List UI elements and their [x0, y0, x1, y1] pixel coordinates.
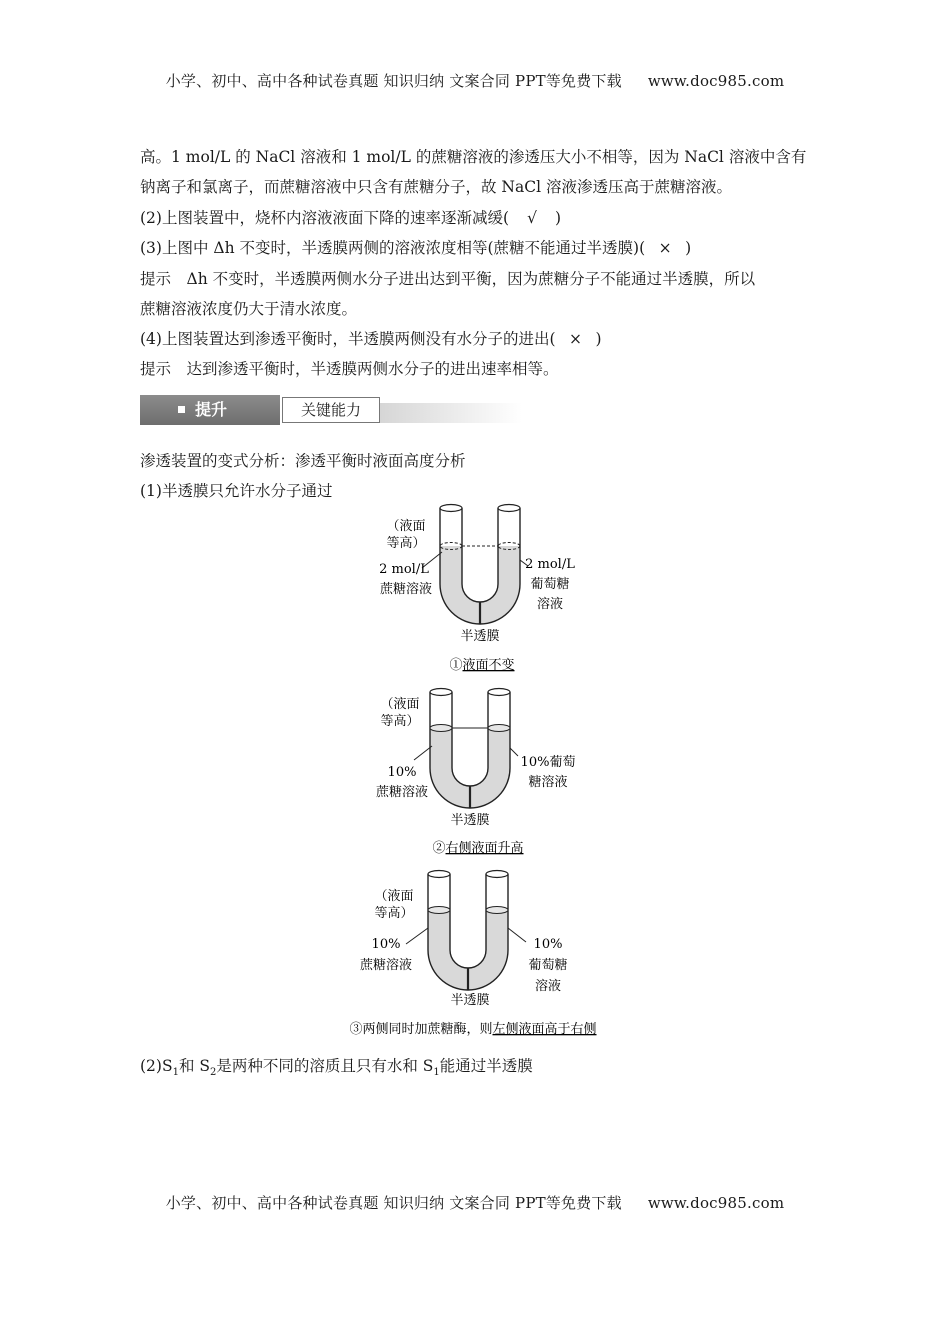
fig1-right-b: 葡萄糖 [530, 577, 570, 592]
u-tube-figure-3 [320, 866, 630, 1042]
p2-d: 能通过半透膜 [439, 1057, 533, 1075]
fig3-membrane-label: 半透膜 [450, 993, 490, 1008]
question-3-text: (3)上图中 Δh 不变时，半透膜两侧的溶液浓度相等(蔗糖不能通过半透膜)( [140, 239, 646, 257]
fig2-left-b: 蔗糖溶液 [375, 785, 429, 800]
u-tube-figure-1 [370, 500, 590, 680]
question-4-close: ) [595, 330, 602, 348]
footer-url[interactable]: www.doc985.com [647, 1194, 785, 1212]
fig3-right-a: 10% [533, 937, 563, 952]
tip-3-line-1: 提示 Δh 不变时，半透膜两侧水分子进出达到平衡，因为蔗糖分子不能通过半透膜，所以 [140, 270, 756, 288]
question-2-text: (2)上图装置中，烧杯内溶液液面下降的速率逐渐减缓( [140, 209, 510, 227]
square-bullet-icon [178, 406, 185, 413]
fig2-membrane-label: 半透膜 [450, 813, 490, 828]
u-tube-2 [414, 689, 518, 809]
p2-sub-1: 1 [172, 1067, 179, 1079]
fig1-caption [449, 657, 514, 673]
question-2-close: ) [555, 209, 562, 227]
page-header [0, 70, 950, 91]
fig1-caption-text: 液面不变 [462, 658, 515, 673]
section-point-1: (1)半透膜只允许水分子通过 [140, 482, 333, 500]
section-banner [140, 395, 522, 425]
p2-c: 是两种不同的溶质且只有水和 S [216, 1057, 434, 1075]
header-url[interactable]: www.doc985.com [647, 72, 785, 90]
section-point-2 [140, 1054, 533, 1078]
tip-3-line-2: 蔗糖溶液浓度仍大于清水浓度。 [140, 300, 358, 318]
question-3-close: ) [685, 239, 692, 257]
page-footer [0, 1192, 950, 1213]
question-3 [140, 236, 691, 258]
p2-sub-2: 2 [210, 1067, 217, 1079]
p2-b: 和 S [178, 1057, 210, 1075]
fig3-left-top1: （液面 [374, 889, 414, 904]
footer-text: 小学、初中、高中各种试卷真题 知识归纳 文案合同 PPT等免费下载 [165, 1194, 622, 1212]
fig1-caption-num: ① [449, 658, 463, 673]
section-intro: 渗透装置的变式分析：渗透平衡时液面高度分析 [140, 452, 466, 470]
banner-label: 提升 [195, 400, 228, 419]
body-line-1: 高。1 mol/L 的 NaCl 溶液和 1 mol/L 的蔗糖溶液的渗透压大小不相等，因为 NaCl 溶液中含有 [140, 148, 807, 166]
banner-label-box [140, 395, 280, 425]
question-4-text: (4)上图装置达到渗透平衡时，半透膜两侧没有水分子的进出( [140, 330, 556, 348]
fig3-caption-pre: 两侧同时加蔗糖酶，则 [362, 1022, 493, 1037]
banner-fade [380, 403, 522, 423]
fig3-left-b: 蔗糖溶液 [359, 958, 413, 973]
u-tube-1 [422, 505, 528, 625]
fig1-membrane-label: 半透膜 [460, 629, 500, 644]
fig1-left-a: 2 mol/L [379, 562, 429, 577]
u-tube-3 [406, 871, 526, 991]
fig2-caption-text: 右侧液面升高 [445, 841, 524, 856]
fig3-right-b: 葡萄糖 [528, 958, 568, 973]
fig3-left-top2: 等高） [374, 906, 414, 921]
question-3-mark: × [658, 239, 672, 257]
fig1-left-top2: 等高） [386, 536, 426, 551]
fig2-left-top1: （液面 [380, 697, 420, 712]
question-2 [140, 206, 561, 228]
fig2-right-b: 糖溶液 [528, 775, 568, 790]
tip-4: 提示 达到渗透平衡时，半透膜两侧水分子的进出速率相等。 [140, 360, 559, 378]
p2-sub-3: 1 [433, 1067, 440, 1079]
fig1-right-a: 2 mol/L [525, 557, 575, 572]
fig2-caption-num: ② [432, 841, 446, 856]
header-text: 小学、初中、高中各种试卷真题 知识归纳 文案合同 PPT等免费下载 [165, 72, 622, 90]
u-tube-figure-2 [366, 684, 596, 860]
fig2-caption [432, 840, 523, 856]
fig1-left-b: 蔗糖溶液 [379, 582, 433, 597]
fig1-left-top1: （液面 [386, 519, 426, 534]
fig3-left-a: 10% [371, 937, 401, 952]
question-2-mark: √ [527, 209, 537, 227]
fig2-left-top2: 等高） [380, 714, 420, 729]
question-4 [140, 327, 602, 349]
fig3-caption-text: 左侧液面高于右侧 [492, 1022, 597, 1037]
fig1-right-c: 溶液 [536, 597, 564, 612]
body-line-2: 钠离子和氯离子，而蔗糖溶液中只含有蔗糖分子，故 NaCl 溶液渗透压高于蔗糖溶液。 [140, 178, 732, 196]
fig3-caption [349, 1021, 596, 1037]
fig3-right-c: 溶液 [534, 979, 562, 994]
p2-a: (2)S [140, 1057, 173, 1075]
fig3-caption-num: ③ [349, 1022, 363, 1037]
question-4-mark: × [569, 330, 583, 348]
banner-tab: 关键能力 [282, 397, 380, 423]
fig2-left-a: 10% [387, 765, 417, 780]
fig2-right-a: 10%葡萄 [520, 755, 576, 770]
